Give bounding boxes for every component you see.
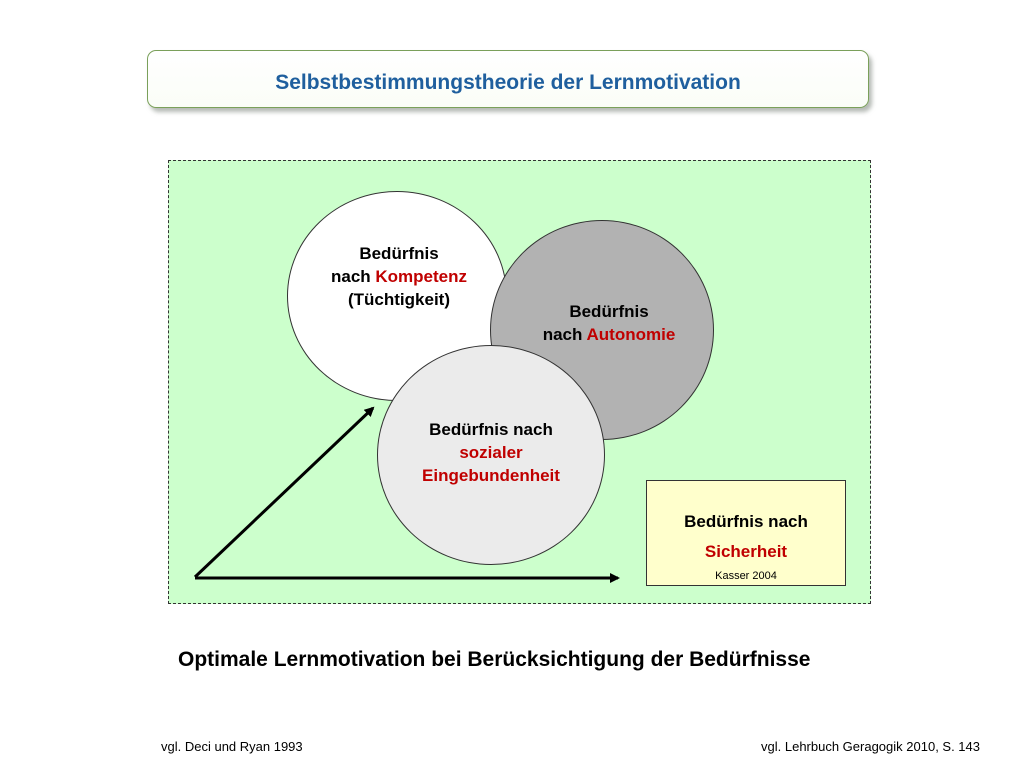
footer-left: vgl. Deci und Ryan 1993 [161,739,303,754]
caption: Optimale Lernmotivation bei Berücksichtigung der Bedürfnisse [178,648,811,671]
kompetenz-keyword: Kompetenz [375,266,468,286]
circle-sozial [377,345,605,565]
autonomie-keyword: Autonomie [586,324,676,344]
sicherheit-source: Kasser 2004 [715,570,777,582]
sicherheit-line1: Bedürfnis nach [684,512,808,531]
autonomie-prefix: nach [542,324,587,344]
autonomie-line1: Bedürfnis [569,301,649,321]
sicherheit-keyword: Sicherheit [704,542,788,561]
kompetenz-line3: (Tüchtigkeit) [348,289,450,309]
kompetenz-line1: Bedürfnis [359,243,439,263]
diagonal-arrow [195,408,373,577]
sicherheit-box [646,480,846,586]
sozial-line1: Bedürfnis nach [429,420,553,439]
sozial-keyword-1: sozialer [459,443,523,462]
slide-title: Selbstbestimmungstheorie der Lernmotivation [275,71,741,94]
footer-right: vgl. Lehrbuch Geragogik 2010, S. 143 [761,739,980,754]
kompetenz-prefix: nach [330,266,376,286]
sozial-keyword-2: Eingebundenheit [422,466,560,485]
